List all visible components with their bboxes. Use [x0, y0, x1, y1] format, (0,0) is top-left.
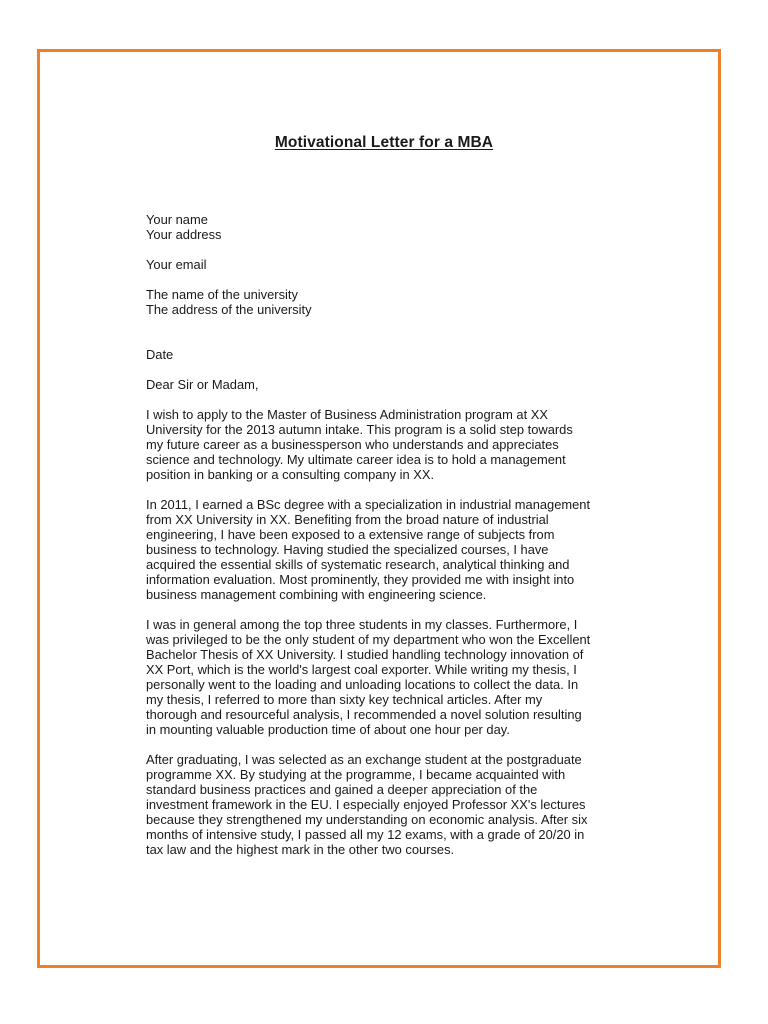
- sender-address: Your address: [146, 227, 222, 242]
- paragraph-line: months of intensive study, I passed all my 12 exams, with a grade of 20/20 in: [146, 827, 585, 842]
- paragraph-line: engineering, I have been exposed to a extensive range of subjects from: [146, 527, 555, 542]
- paragraph-line: business to technology. Having studied the specialized courses, I have: [146, 542, 549, 557]
- sender-email: Your email: [146, 257, 207, 272]
- paragraph-line: my thesis, I referred to more than sixty key technical articles. After my: [146, 692, 543, 707]
- paragraph-line: acquired the essential skills of systematic research, analytical thinking and: [146, 557, 570, 572]
- paragraph-line: tax law and the highest mark in the other two courses.: [146, 842, 455, 857]
- paragraph-1: [146, 407, 636, 482]
- letter-title: Motivational Letter for a MBA: [274, 134, 494, 151]
- paragraph-line: University for the 2013 autumn intake. This program is a solid step towards: [146, 422, 573, 437]
- paragraph-2: [146, 497, 636, 602]
- paragraph-3: [146, 617, 636, 737]
- paragraph-line: In 2011, I earned a BSc degree with a specialization in industrial management: [146, 497, 591, 512]
- paragraph-line: XX Port, which is the world's largest coal exporter. While writing my thesis, I: [146, 662, 577, 677]
- paragraph-line: science and technology. My ultimate career idea is to hold a management: [146, 452, 566, 467]
- paragraph-4: [146, 752, 636, 857]
- paragraph-line: programme XX. By studying at the programme, I became acquainted with: [146, 767, 566, 782]
- sender-name: Your name: [146, 212, 208, 227]
- paragraph-line: my future career as a businessperson who understands and appreciates: [146, 437, 559, 452]
- paragraph-line: After graduating, I was selected as an exchange student at the postgraduate: [146, 752, 582, 767]
- paragraph-line: because they strengthened my understanding on economic analysis. After six: [146, 812, 588, 827]
- recipient-name: The name of the university: [146, 287, 298, 302]
- paragraph-line: business management combining with engineering science.: [146, 587, 487, 602]
- paragraph-line: thorough and resourceful analysis, I recommended a novel solution resulting: [146, 707, 582, 722]
- paragraph-line: investment framework in the EU. I especially enjoyed Professor XX's lectures: [146, 797, 586, 812]
- letter-body: [146, 212, 636, 857]
- paragraph-line: I was in general among the top three students in my classes. Furthermore, I: [146, 617, 578, 632]
- paragraph-line: was privileged to be the only student of my department who won the Excellent: [146, 632, 591, 647]
- paragraph-line: in mounting valuable production time of about one hour per day.: [146, 722, 510, 737]
- paragraph-line: from XX University in XX. Benefiting from the broad nature of industrial: [146, 512, 549, 527]
- paragraph-line: standard business practices and gained a deeper appreciation of the: [146, 782, 538, 797]
- paragraph-line: I wish to apply to the Master of Business Administration program at XX: [146, 407, 548, 422]
- paragraph-line: personally went to the loading and unloading locations to collect the data. In: [146, 677, 579, 692]
- salutation: Dear Sir or Madam,: [146, 377, 259, 392]
- paragraph-line: Bachelor Thesis of XX University. I studied handling technology innovation of: [146, 647, 584, 662]
- paragraph-line: position in banking or a consulting company in XX.: [146, 467, 435, 482]
- recipient-address: The address of the university: [146, 302, 312, 317]
- letter-date: Date: [146, 347, 174, 362]
- paragraph-line: information evaluation. Most prominently, they provided me with insight into: [146, 572, 575, 587]
